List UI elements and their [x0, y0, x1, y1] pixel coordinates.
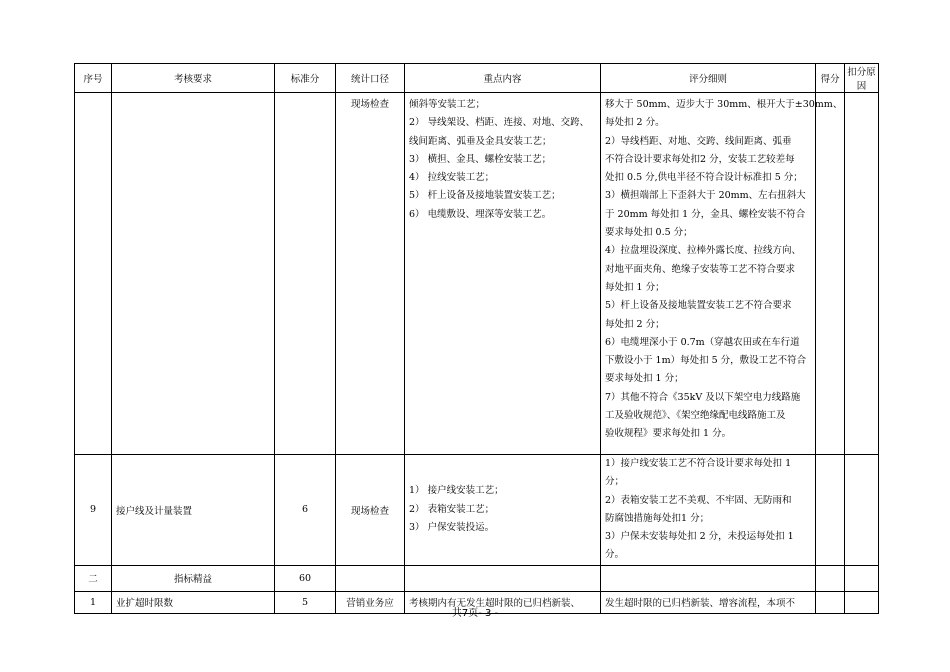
key-content-line: 3） 横担、金具、螺栓安装工艺； [409, 153, 552, 165]
cell-seq: 1 [75, 591, 112, 613]
rule-line: 3）户保未安装每处扣 2 分，未投运每处扣 1 [605, 531, 794, 543]
rule-line: 分。 [605, 549, 625, 561]
rule-line: 要求每处扣 1 分； [605, 373, 684, 385]
header-score: 标准分 [275, 64, 336, 93]
cell-seq: 二 [75, 565, 112, 591]
cell-score: 5 [275, 591, 336, 613]
rule-line: 要求每处扣 0.5 分； [605, 227, 693, 239]
rule-line: 7）其他不符合《35kV 及以下架空电力线路施 [605, 391, 801, 403]
key-content-line: 3） 户保安装投运。 [409, 522, 495, 534]
cell-requirement [112, 93, 275, 455]
cell-deduction-reason [845, 93, 879, 455]
rule-line: 2）表箱安装工艺不美观、不牢固、无防雨和 [605, 494, 792, 506]
rule-line: 不符合设计要求每处扣2 分，安装工艺较差每 [605, 153, 795, 165]
rule-line: 每处扣 2 分； [605, 318, 665, 330]
cell-method: 现场检查 [336, 93, 405, 455]
cell-earned [816, 565, 845, 591]
key-content-line: 5） 杆上设备及接地装置安装工艺； [409, 190, 561, 202]
header-key-content: 重点内容 [405, 64, 601, 93]
rule-line: 2）导线档距、对地、交跨、线间距离、弧垂 [605, 135, 792, 147]
cell-requirement: 接户线及计量装置 [112, 455, 275, 566]
table-header-row [75, 64, 879, 93]
cell-score: 60 [275, 565, 336, 591]
key-content-line: 2） 表箱安装工艺； [409, 503, 495, 515]
cell-rules [601, 93, 843, 455]
cell-seq: 9 [75, 455, 112, 566]
table-row [75, 565, 879, 591]
rule-line: 对地平面夹角、绝缘子安装等工艺不符合要求 [605, 263, 796, 275]
cell-rules [601, 455, 816, 566]
cell-earned [816, 93, 845, 455]
table-row [75, 93, 879, 455]
cell-score [275, 93, 336, 455]
cell-rules: 发生超时限的已归档新装、增容流程，本项不 [601, 591, 816, 613]
rule-line: 5）杆上设备及接地装置安装工艺不符合要求 [605, 300, 792, 312]
key-content-line: 2） 导线架设、档距、连接、对地、交跨、 [409, 117, 590, 129]
rule-line: 3）横担端部上下歪斜大于 20mm、左右扭斜大 [605, 190, 806, 202]
key-content-line: 6） 电缆敷设、埋深等安装工艺。 [409, 208, 552, 220]
cell-requirement: 业扩超时限数 [112, 591, 275, 613]
header-rules: 评分细则 [601, 64, 816, 93]
cell-requirement: 指标精益 [112, 565, 275, 591]
rule-line: 移大于 50mm、迈步大于 30mm、根开大于±30mm、 [605, 99, 843, 110]
rule-line: 验收规程》要求每处扣 1 分。 [605, 428, 732, 440]
header-deduction-reason: 扣分原因 [845, 64, 879, 93]
key-content-line: 4） 拉线安装工艺； [409, 172, 495, 184]
rule-line: 于 20mm 每处扣 1 分，金具、螺栓安装不符合 [605, 208, 806, 220]
rule-line: 下敷设小于 1m）每处扣 5 分，敷设工艺不符合 [605, 355, 807, 367]
rule-line: 每处扣 1 分； [605, 281, 665, 293]
table-row [75, 455, 879, 566]
rule-line: 1）接户线安装工艺不符合设计要求每处扣 1 [605, 458, 792, 469]
page-footer: 共7页- 3 - [451, 608, 499, 619]
key-content-line: 线间距离、弧垂及金具安装工艺； [409, 135, 552, 147]
cell-deduction-reason [845, 565, 879, 591]
header-method: 统计口径 [336, 64, 405, 93]
cell-score: 6 [275, 455, 336, 566]
cell-key-content [405, 455, 601, 566]
rule-line: 处扣 0.5 分,供电半径不符合设计标准扣 5 分； [605, 172, 803, 184]
cell-earned [816, 455, 845, 566]
cell-method: 营销业务应 [336, 591, 405, 613]
cell-method: 现场检查 [336, 455, 405, 566]
header-requirement: 考核要求 [112, 64, 275, 93]
cell-seq [75, 93, 112, 455]
cell-key-content [405, 93, 601, 455]
header-seq: 序号 [75, 64, 112, 93]
rule-line: 工及验收规范》、《架空绝缘配电线路施工及 [605, 410, 786, 422]
header-earned: 得分 [816, 64, 845, 93]
key-content-line: 倾斜等安装工艺； [409, 99, 486, 110]
assessment-table [74, 63, 879, 614]
rule-line: 分； [605, 476, 625, 488]
rule-line: 4）拉盘埋设深度、拉棒外露长度、拉线方向、 [605, 245, 802, 257]
cell-rules [601, 565, 816, 591]
key-content-line: 1） 接户线安装工艺； [409, 485, 504, 497]
rule-line: 6）电缆埋深小于 0.7m（穿越农田或在车行道 [605, 336, 800, 348]
cell-method [336, 565, 405, 591]
rule-line: 每处扣 2 分。 [605, 117, 665, 129]
cell-key-content: 考核期内有无发生超时限的已归档新装、 [405, 591, 601, 613]
cell-deduction-reason [845, 455, 879, 566]
rule-line: 防腐蚀措施每处扣1 分； [605, 512, 710, 524]
cell-key-content [405, 565, 601, 591]
